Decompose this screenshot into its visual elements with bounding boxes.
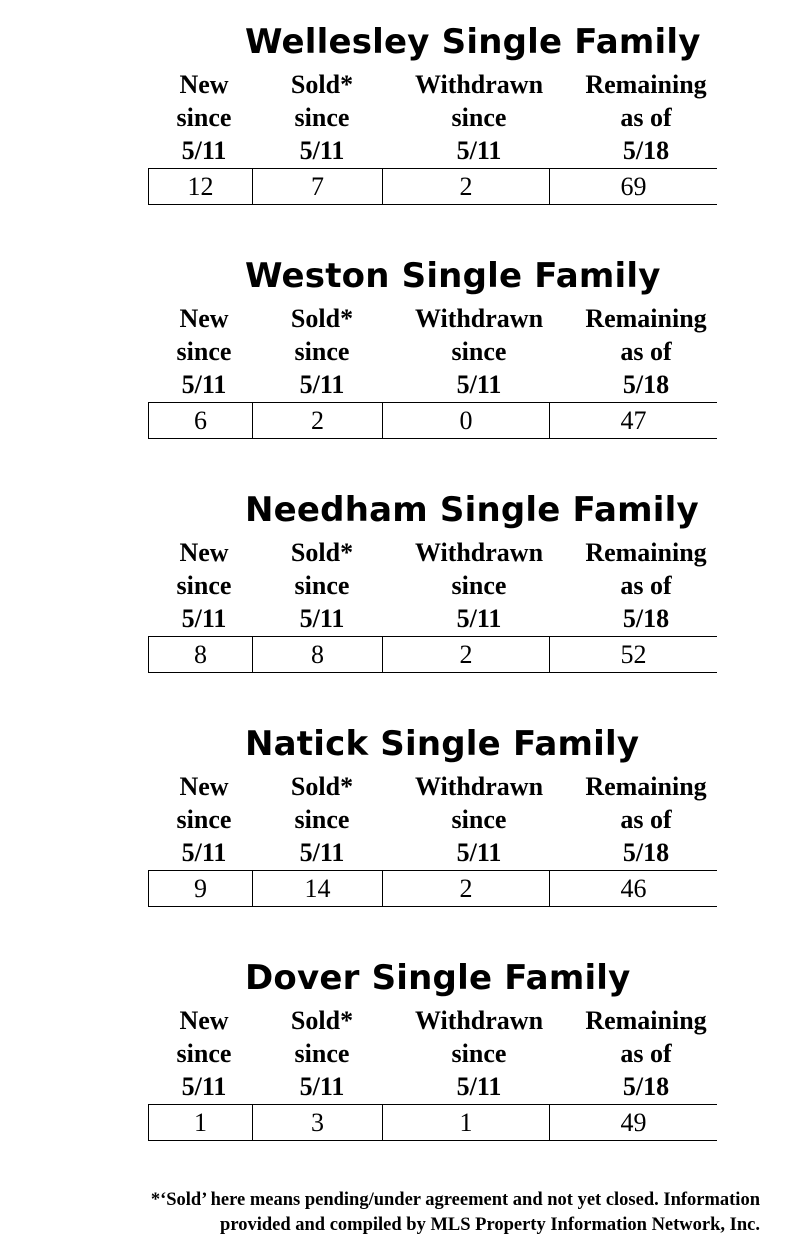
header-remaining xyxy=(575,536,717,635)
header-line: New xyxy=(179,70,229,99)
header-line: since xyxy=(294,805,350,834)
section-title: Dover Single Family xyxy=(245,958,631,998)
value-sold: 3 xyxy=(253,1105,383,1140)
header-line: Remaining xyxy=(585,70,707,99)
value-new: 8 xyxy=(148,637,253,672)
header-line: Withdrawn xyxy=(414,538,544,567)
value-sold: 8 xyxy=(253,637,383,672)
header-line: since xyxy=(451,103,507,132)
value-remaining: 52 xyxy=(620,640,647,669)
header-remaining xyxy=(575,68,717,167)
header-line: 5/11 xyxy=(456,136,502,165)
value-sold: 2 xyxy=(253,403,383,438)
header-line: as of xyxy=(620,805,672,834)
header-line: New xyxy=(179,304,229,333)
header-sold xyxy=(262,536,382,635)
section-title: Wellesley Single Family xyxy=(245,22,701,62)
header-line: 5/18 xyxy=(622,1072,670,1101)
value-new: 12 xyxy=(148,169,253,204)
value-withdrawn: 0 xyxy=(383,403,550,438)
header-line: 5/11 xyxy=(299,370,345,399)
header-line: Sold* xyxy=(290,1006,354,1035)
header-line: New xyxy=(179,772,229,801)
section-title: Needham Single Family xyxy=(245,490,699,530)
header-sold xyxy=(262,302,382,401)
header-withdrawn xyxy=(395,68,563,167)
value-remaining: 47 xyxy=(620,406,647,435)
data-row xyxy=(148,1104,717,1141)
header-line: Withdrawn xyxy=(414,772,544,801)
data-row xyxy=(148,402,717,439)
header-sold xyxy=(262,770,382,869)
header-sold xyxy=(262,68,382,167)
header-line: since xyxy=(451,805,507,834)
header-remaining xyxy=(575,1004,717,1103)
header-line: Remaining xyxy=(585,538,707,567)
header-line: 5/18 xyxy=(622,838,670,867)
header-line: since xyxy=(176,571,232,600)
header-line: 5/11 xyxy=(181,604,227,633)
header-line: 5/11 xyxy=(299,136,345,165)
header-line: New xyxy=(179,1006,229,1035)
header-remaining xyxy=(575,302,717,401)
footnote-line: provided and compiled by MLS Property Information Network, Inc. xyxy=(220,1215,760,1235)
header-line: Remaining xyxy=(585,304,707,333)
header-line: as of xyxy=(620,337,672,366)
header-line: since xyxy=(451,1039,507,1068)
header-line: 5/11 xyxy=(456,604,502,633)
data-row xyxy=(148,168,717,205)
header-line: since xyxy=(294,103,350,132)
header-line: New xyxy=(179,538,229,567)
header-line: as of xyxy=(620,1039,672,1068)
header-line: 5/11 xyxy=(456,838,502,867)
header-line: since xyxy=(176,103,232,132)
value-remaining: 46 xyxy=(620,874,647,903)
header-line: 5/18 xyxy=(622,604,670,633)
header-line: since xyxy=(451,337,507,366)
header-line: Sold* xyxy=(290,538,354,567)
header-line: Withdrawn xyxy=(414,70,544,99)
header-sold xyxy=(262,1004,382,1103)
header-line: 5/11 xyxy=(299,1072,345,1101)
value-withdrawn: 2 xyxy=(383,169,550,204)
header-line: since xyxy=(176,1039,232,1068)
header-line: since xyxy=(176,337,232,366)
header-new xyxy=(148,1004,260,1103)
value-remaining: 49 xyxy=(620,1108,647,1137)
header-withdrawn xyxy=(395,770,563,869)
header-line: 5/11 xyxy=(456,370,502,399)
section-title: Weston Single Family xyxy=(245,256,661,296)
header-line: 5/11 xyxy=(299,604,345,633)
header-line: since xyxy=(294,571,350,600)
value-withdrawn: 1 xyxy=(383,1105,550,1140)
data-row xyxy=(148,870,717,907)
header-line: Sold* xyxy=(290,772,354,801)
header-remaining xyxy=(575,770,717,869)
header-withdrawn xyxy=(395,1004,563,1103)
value-new: 9 xyxy=(148,871,253,906)
value-new: 6 xyxy=(148,403,253,438)
footnote-line: *‘Sold’ here means pending/under agreement and not yet closed. Information xyxy=(150,1190,760,1210)
header-line: as of xyxy=(620,103,672,132)
header-line: since xyxy=(176,805,232,834)
header-withdrawn xyxy=(395,536,563,635)
header-new xyxy=(148,68,260,167)
header-new xyxy=(148,770,260,869)
header-line: 5/11 xyxy=(181,1072,227,1101)
header-line: as of xyxy=(620,571,672,600)
value-withdrawn: 2 xyxy=(383,871,550,906)
header-withdrawn xyxy=(395,302,563,401)
header-line: 5/18 xyxy=(622,370,670,399)
header-new xyxy=(148,536,260,635)
value-withdrawn: 2 xyxy=(383,637,550,672)
header-line: 5/11 xyxy=(181,136,227,165)
value-sold: 14 xyxy=(253,871,383,906)
header-line: Remaining xyxy=(585,1006,707,1035)
header-line: Sold* xyxy=(290,304,354,333)
header-line: since xyxy=(294,1039,350,1068)
header-line: 5/11 xyxy=(299,838,345,867)
header-line: since xyxy=(451,571,507,600)
header-line: 5/11 xyxy=(181,838,227,867)
header-line: Withdrawn xyxy=(414,1006,544,1035)
value-new: 1 xyxy=(148,1105,253,1140)
header-line: Sold* xyxy=(290,70,354,99)
header-line: since xyxy=(294,337,350,366)
data-row xyxy=(148,636,717,673)
header-line: Withdrawn xyxy=(414,304,544,333)
section-title: Natick Single Family xyxy=(245,724,640,764)
header-new xyxy=(148,302,260,401)
value-remaining: 69 xyxy=(620,172,647,201)
footnote xyxy=(40,1188,760,1238)
value-sold: 7 xyxy=(253,169,383,204)
header-line: Remaining xyxy=(585,772,707,801)
header-line: 5/11 xyxy=(181,370,227,399)
header-line: 5/11 xyxy=(456,1072,502,1101)
header-line: 5/18 xyxy=(622,136,670,165)
